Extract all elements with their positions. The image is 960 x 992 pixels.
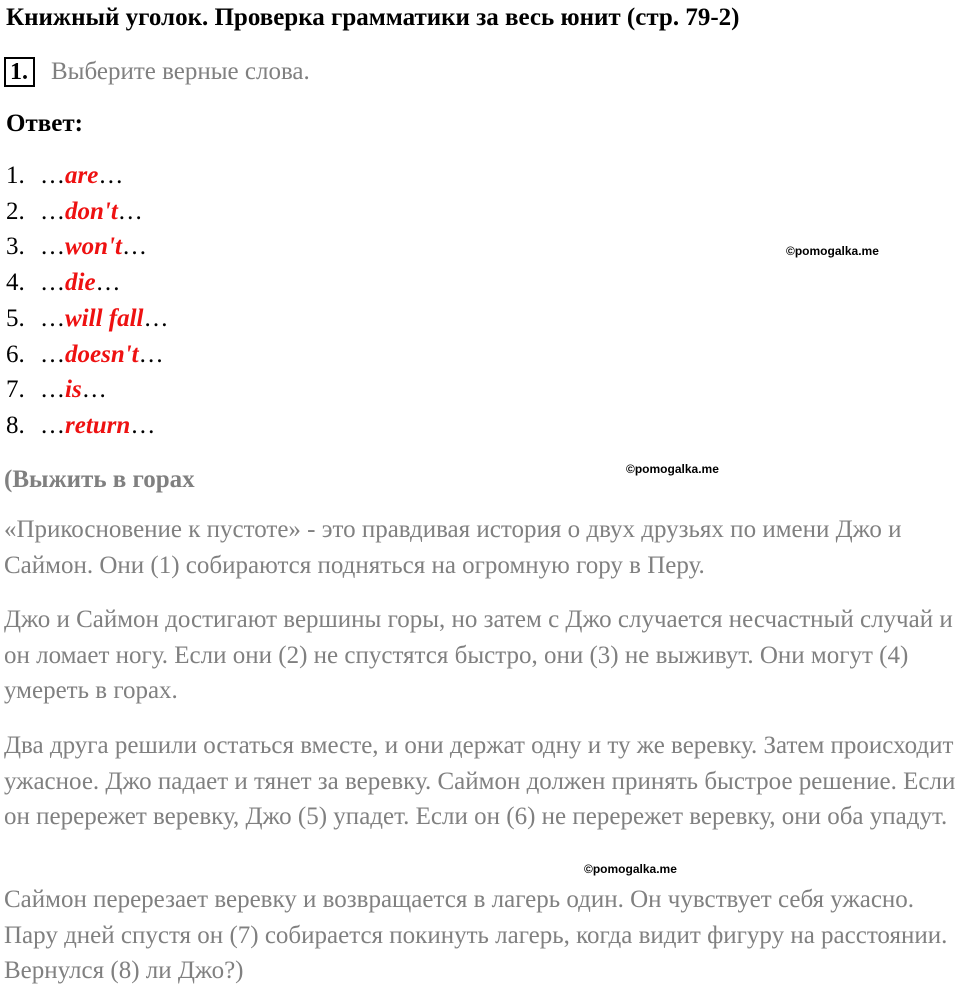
answer-word: don't [65, 197, 118, 225]
answer-item-7 [6, 372, 168, 408]
answer-number: 1. [6, 162, 25, 189]
answer-number: 5. [6, 304, 25, 332]
task-header [4, 56, 310, 88]
answers-list [6, 158, 168, 444]
answer-number: 7. [6, 376, 25, 404]
answer-item-8 [6, 408, 168, 444]
answer-number: 2. [6, 197, 25, 225]
paragraph-3: Два друга решили остаться вместе, и они держат одну и ту же веревку. Затем происходит ужасное. Джо падает и тянет за веревку. Саймон должен принять быстрое решение. Если он перережет веревку, Джо (5) упадет. Если он (6) не перережет веревку, они оба упадут. [4, 732, 956, 830]
answer-suffix: … [130, 411, 156, 439]
answer-prefix: … [40, 269, 65, 297]
answer-prefix: … [40, 304, 65, 332]
answer-word: die [65, 269, 96, 297]
answer-number: 8. [6, 411, 25, 439]
answer-number: 4. [6, 269, 25, 297]
answer-prefix: … [40, 233, 65, 261]
answer-suffix: … [117, 197, 143, 225]
answer-item-5 [6, 301, 168, 337]
paragraph-1: «Прикосновение к пустоте» - это правдивая история о двух друзьях по имени Джо и Саймон. Они (1) собираются подняться на огромную гору в Перу. [4, 516, 902, 579]
section-title: (Выжить в горах [4, 466, 195, 493]
watermark: ©pomogalka.me [584, 862, 677, 876]
page-title: Книжный уголок. Проверка грамматики за весь юнит (стр. 79-2) [6, 4, 740, 31]
answer-word: won't [65, 233, 122, 261]
paragraph-2: Джо и Саймон достигают вершины горы, но затем с Джо случается несчастный случай и он ломает ногу. Если они (2) не спустятся быстро, они (3) не выживут. Они могут (4) умереть в горах. [4, 606, 953, 704]
task-instruction: Выберите верные слова. [51, 58, 310, 85]
answer-suffix: … [95, 269, 121, 297]
answer-number: 3. [6, 233, 25, 261]
task-number-box: 1. [4, 57, 35, 87]
answer-suffix: … [121, 233, 147, 261]
answer-item-3 [6, 229, 168, 265]
answer-word: will fall [65, 304, 144, 332]
answer-prefix: … [40, 376, 65, 404]
watermark: ©pomogalka.me [626, 462, 719, 476]
answer-prefix: … [40, 411, 65, 439]
answer-suffix: … [143, 304, 169, 332]
answer-prefix: … [40, 340, 65, 368]
answer-suffix: … [138, 340, 164, 368]
watermark: ©pomogalka.me [786, 244, 879, 258]
answer-word: doesn't [65, 340, 139, 368]
paragraph-4: Саймон перерезает веревку и возвращается в лагерь один. Он чувствует себя ужасно. Пару дней спустя он (7) собирается покинуть лагерь, когда видит фигуру на расстоянии. Вернулся (8) ли Джо?) [4, 886, 948, 984]
answer-prefix: … [40, 162, 65, 189]
answer-number: 6. [6, 340, 25, 368]
answer-label: Ответ: [6, 110, 83, 137]
answer-item-6 [6, 337, 168, 373]
answer-word: return [65, 411, 131, 439]
answer-item-2 [6, 194, 168, 230]
answer-item-4 [6, 265, 168, 301]
answer-word: are [65, 162, 99, 189]
answer-word: is [65, 376, 82, 404]
answer-suffix: … [81, 376, 107, 404]
answer-item-1 [6, 158, 168, 194]
answer-prefix: … [40, 197, 65, 225]
answer-suffix: … [98, 162, 124, 189]
